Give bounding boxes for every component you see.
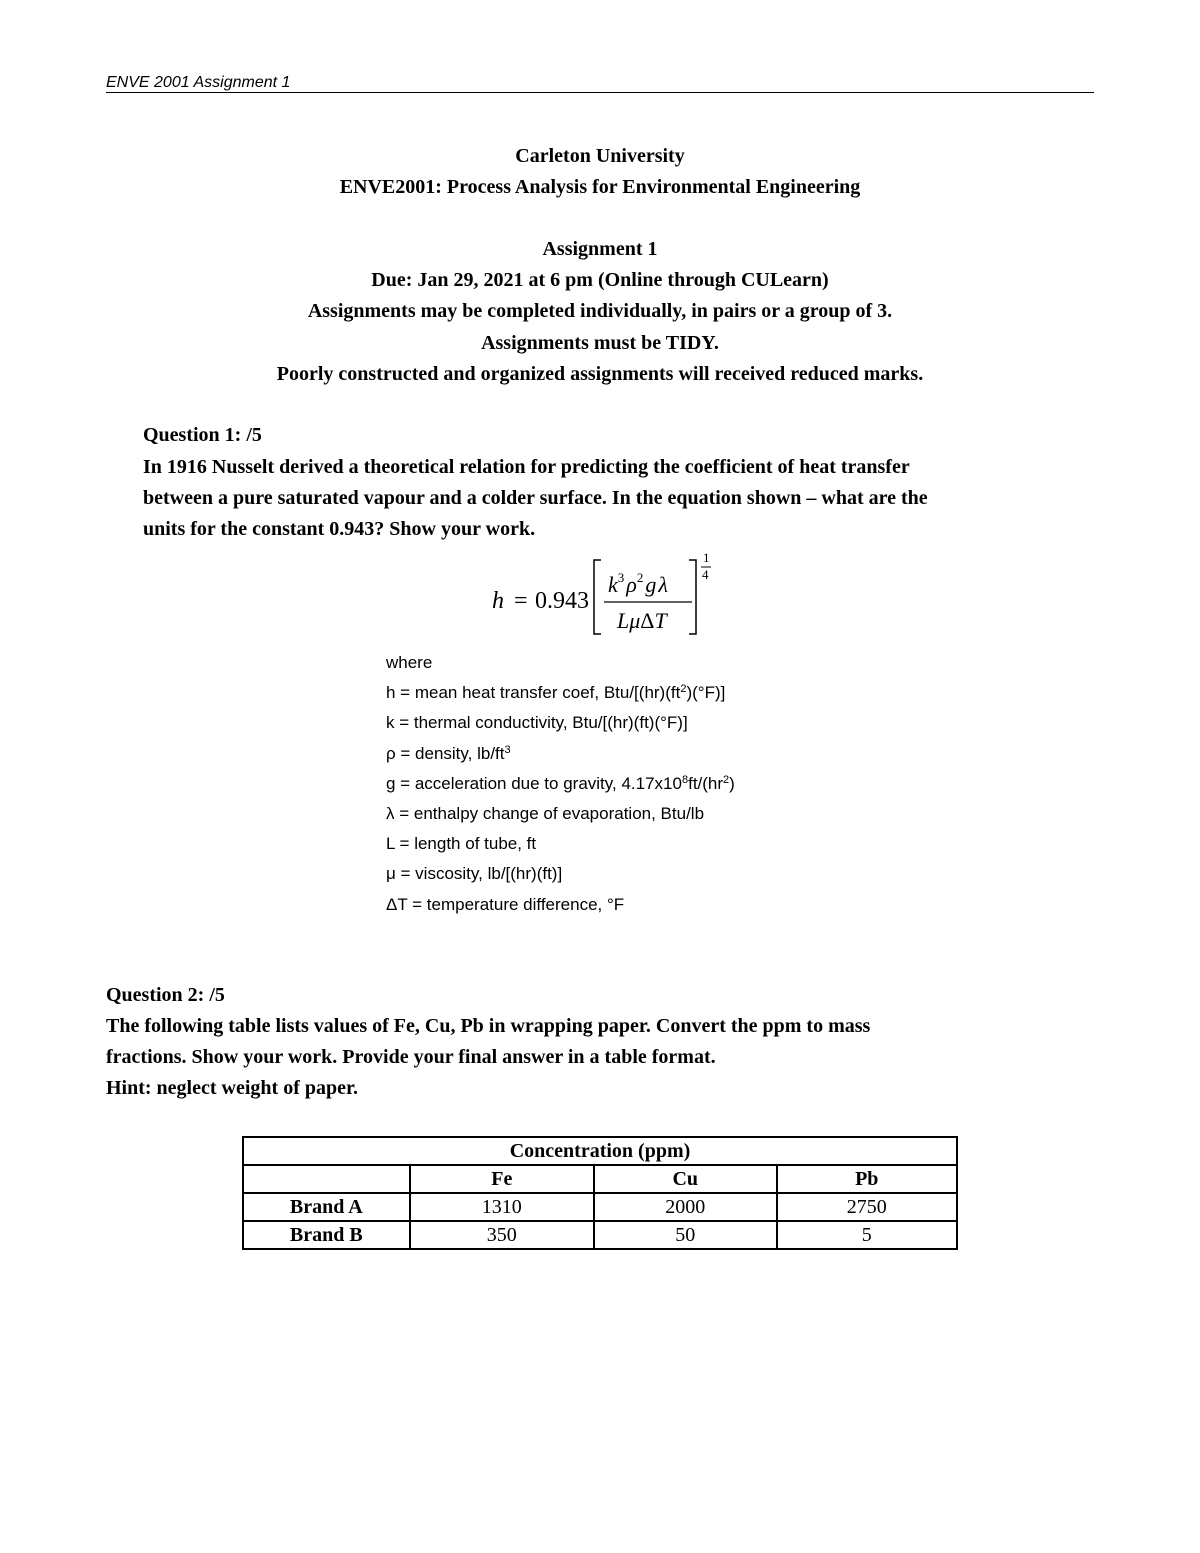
table-cell: 2000 bbox=[594, 1193, 776, 1221]
table-header-cell: Fe bbox=[410, 1165, 594, 1193]
header-rule bbox=[106, 92, 1094, 93]
variable-definitions bbox=[386, 648, 735, 920]
assignment-title: Assignment 1 bbox=[542, 238, 658, 260]
table-header-cell: Pb bbox=[777, 1165, 958, 1193]
row-label: Brand B bbox=[243, 1221, 410, 1249]
exponent-denominator: 4 bbox=[702, 567, 709, 582]
table-cell: 1310 bbox=[410, 1193, 594, 1221]
group-note: Assignments may be completed individually, in pairs or a group of 3. bbox=[307, 300, 893, 322]
exponent-numerator: 1 bbox=[703, 550, 710, 565]
question-2-hint: Hint: neglect weight of paper. bbox=[106, 1077, 359, 1099]
question-2-line: fractions. Show your work. Provide your final answer in a table format. bbox=[106, 1046, 716, 1068]
course-title: ENVE2001: Process Analysis for Environmental Engineering bbox=[339, 176, 861, 198]
question-2-text bbox=[106, 1011, 870, 1104]
table-cell: 5 bbox=[777, 1221, 958, 1249]
table-header-row bbox=[243, 1165, 957, 1193]
left-bracket bbox=[594, 560, 601, 634]
equation-lhs: h bbox=[492, 588, 504, 614]
definition-rho: ρ = density, $lb/ft^3$ bbox=[386, 743, 511, 763]
table-cell: 350 bbox=[410, 1221, 594, 1249]
table-row bbox=[243, 1221, 957, 1249]
row-label: Brand A bbox=[243, 1193, 410, 1221]
question-2-line: The following table lists values of Fe, Cu, Pb in wrapping paper. Convert the ppm to mass bbox=[106, 1015, 871, 1037]
question-1-line: between a pure saturated vapour and a colder surface. In the equation shown – what are the bbox=[143, 487, 928, 509]
table-header-cell bbox=[243, 1165, 410, 1193]
question-1-text bbox=[143, 452, 928, 545]
running-header: ENVE 2001 Assignment 1 bbox=[106, 74, 291, 91]
definition-mu: μ = viscosity, lb/[(hr)(ft)] bbox=[386, 864, 563, 884]
due-date: Due: Jan 29, 2021 at 6 pm (Online through CULearn) bbox=[371, 269, 829, 291]
marks-note: Poorly constructed and organized assignments will received reduced marks. bbox=[276, 363, 924, 385]
definition-k: k = thermal conductivity, Btu/[(hr)(ft)(°F)] bbox=[386, 713, 688, 733]
definition-g: g = acceleration due to gravity, $4.17x10^8ft/(hr^2)$ bbox=[386, 773, 735, 793]
table-caption-row bbox=[243, 1137, 957, 1165]
definition-lambda: λ = enthalpy change of evaporation, Btu/lb bbox=[386, 804, 705, 824]
right-bracket bbox=[689, 560, 696, 634]
nusselt-equation bbox=[480, 548, 740, 648]
definition-deltaT: ΔT = temperature difference, °F bbox=[386, 894, 625, 914]
equation-numerator: $k^3\rho^2g\lambda$ bbox=[608, 570, 668, 597]
table-header-cell: Cu bbox=[594, 1165, 776, 1193]
equation-equals: = bbox=[514, 588, 528, 614]
question-1-title: Question 1: /5 bbox=[143, 424, 262, 446]
question-1-line: units for the constant 0.943? Show your work. bbox=[143, 518, 536, 540]
table-cell: 50 bbox=[594, 1221, 776, 1249]
equation-constant: 0.943 bbox=[535, 588, 589, 614]
where-label: where bbox=[386, 653, 433, 672]
table-row bbox=[243, 1193, 957, 1221]
definition-h: h = mean heat transfer coef, Btu/$[(hr)(ft^2)(^\circ F)]$ bbox=[386, 683, 726, 703]
tidy-note: Assignments must be TIDY. bbox=[481, 332, 719, 354]
table-caption: Concentration (ppm) bbox=[243, 1137, 957, 1165]
equation-denominator: LμΔT bbox=[617, 608, 667, 633]
question-2-title: Question 2: /5 bbox=[106, 984, 225, 1006]
concentration-table bbox=[242, 1136, 958, 1250]
question-1-line: In 1916 Nusselt derived a theoretical relation for predicting the coefficient of heat transfer bbox=[143, 456, 910, 478]
table-cell: 2750 bbox=[777, 1193, 958, 1221]
definition-L: L = length of tube, ft bbox=[386, 834, 537, 854]
university-name: Carleton University bbox=[515, 145, 685, 167]
